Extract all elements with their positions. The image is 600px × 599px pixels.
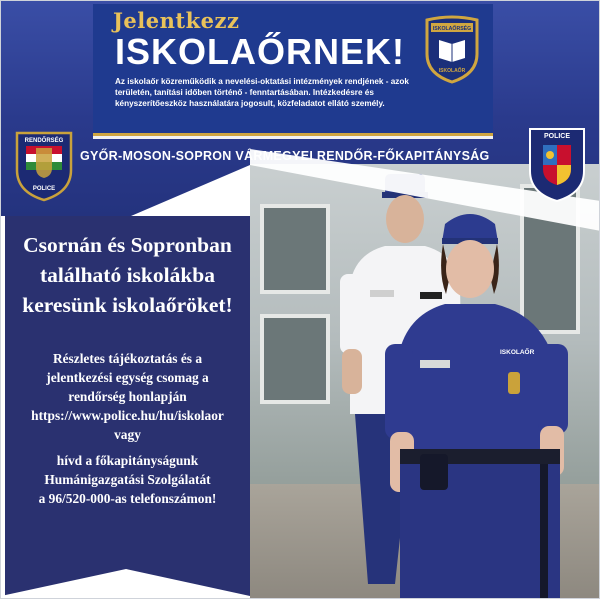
county-police-badge-icon [527, 125, 587, 203]
patch-label: ISKOLAŐR [500, 349, 535, 356]
panel-body-line: Humánigazgatási Szolgálatát [44, 472, 211, 487]
school-guard-badge-icon [423, 14, 481, 84]
panel-body-line: rendőrség honlapján [68, 389, 187, 404]
panel-heading-line: keresünk iskolaőröket! [22, 293, 233, 317]
right-badge-top-text: POLICE [543, 133, 571, 140]
panel-heading-line: Csornán és Sopronban [23, 233, 232, 257]
panel-body-line: jelentkezési egység csomag a [46, 370, 209, 385]
website-link[interactable]: https://www.police.hu/hu/iskolaor [31, 408, 224, 423]
police-shield-icon [14, 128, 74, 202]
panel-body-line: hívd a főkapitányságunk [56, 453, 199, 468]
left-badge-bottom-text: POLICE [32, 186, 56, 192]
panel-heading [5, 230, 250, 320]
left-badge-top-text: RENDŐRSÉG [24, 138, 64, 144]
panel-body-line: vagy [114, 427, 141, 442]
bottom-notch [1, 541, 250, 599]
banner-title-big: ISKOLAŐRNEK! [115, 31, 405, 72]
headquarters-title: GYŐR-MOSON-SOPRON VÁRMEGYEI RENDŐR-FŐKAPITÁNYSÁG [80, 149, 490, 163]
panel-body [5, 349, 250, 508]
banner-description: Az iskolaőr közreműködik a nevelési-oktatási intézmények rendjének - azok területén, tanítási időben történő - fenntartásában. Intézkedésre és kényszerítőeszköz használatára jogosult, közfeladatot ellátó személy. [115, 77, 409, 108]
panel-heading-line: található iskolákba [39, 263, 216, 287]
phone-number: a 96/520-000-as telefonszámon! [38, 491, 217, 506]
badge-bottom-text: ISKOLAŐR [438, 68, 466, 74]
info-panel [5, 216, 250, 596]
badge-top-text: ISKOLAŐRSÉG [432, 26, 472, 32]
panel-body-line: Részletes tájékoztatás és a [52, 351, 203, 366]
recruitment-banner [93, 4, 493, 136]
banner-title-small: Jelentkezz [113, 8, 240, 33]
banner-strip [93, 136, 493, 139]
